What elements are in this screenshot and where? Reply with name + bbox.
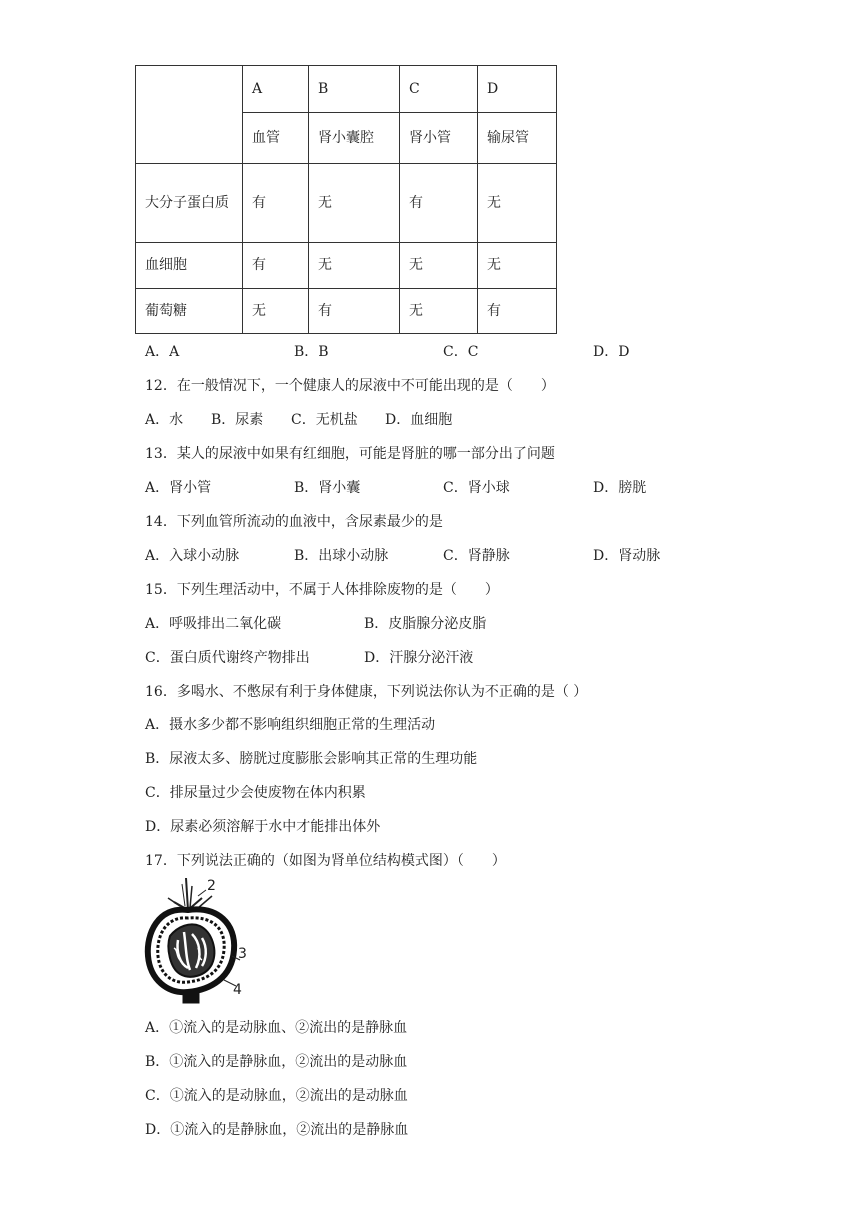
figure-label-4: 4	[233, 982, 242, 998]
q12-stem: 12．在一般情况下，一个健康人的尿液中不可能出现的是（ ）	[145, 378, 555, 394]
option-c: C．C	[443, 344, 479, 360]
table-row	[136, 164, 557, 243]
q11-table	[135, 65, 557, 334]
q16-stem: 16．多喝水、不憋尿有利于身体健康，下列说法你认为不正确的是（ ）	[145, 684, 588, 700]
table-header-letter: A	[243, 66, 309, 113]
option-b: B．皮脂腺分泌皮脂	[364, 616, 487, 632]
table-cell: 有	[400, 164, 478, 243]
table-header-name: 血管	[243, 113, 309, 164]
option-d: D．膀胱	[593, 480, 647, 496]
figure-label-2: 2	[207, 878, 216, 894]
option-d: D．血细胞	[385, 412, 453, 428]
option-c: C．①流入的是动脉血，②流出的是动脉血	[145, 1088, 408, 1104]
table-header-name: 输尿管	[478, 113, 557, 164]
option-a: A．水	[145, 412, 184, 428]
table-header-letter: D	[478, 66, 557, 113]
row-label: 血细胞	[136, 243, 243, 289]
option-a: A．①流入的是动脉血、②流出的是静脉血	[145, 1020, 408, 1036]
table-cell: 无	[309, 164, 400, 243]
option-d: D．汗腺分泌汗液	[364, 650, 474, 666]
table-cell: 无	[400, 289, 478, 334]
table-row	[136, 289, 557, 334]
table-row	[136, 243, 557, 289]
table-cell: 有	[243, 243, 309, 289]
table-cell: 有	[243, 164, 309, 243]
row-label: 葡萄糖	[136, 289, 243, 334]
option-b: B．肾小囊	[294, 480, 361, 496]
option-c: C．肾静脉	[443, 548, 510, 564]
option-d: D．尿素必须溶解于水中才能排出体外	[145, 819, 381, 835]
option-a: A．A	[145, 344, 180, 360]
option-a: A．呼吸排出二氧化碳	[145, 616, 282, 632]
row-label: 大分子蛋白质	[136, 164, 243, 243]
table-cell: 无	[478, 243, 557, 289]
q14-stem: 14．下列血管所流动的血液中，含尿素最少的是	[145, 514, 443, 530]
option-a: A．入球小动脉	[145, 548, 240, 564]
option-b: B．①流入的是静脉血，②流出的是动脉血	[145, 1054, 408, 1070]
option-a: A．肾小管	[145, 480, 212, 496]
option-c: C．无机盐	[291, 412, 358, 428]
table-cell: 无	[243, 289, 309, 334]
nephron-diagram	[140, 876, 252, 1006]
option-b: B．出球小动脉	[294, 548, 389, 564]
option-c: C．排尿量过少会使废物在体内积累	[145, 785, 366, 801]
table-corner-cell	[136, 66, 243, 164]
q15-stem: 15．下列生理活动中，不属于人体排除废物的是（ ）	[145, 582, 499, 598]
option-d: D．①流入的是静脉血，②流出的是静脉血	[145, 1122, 409, 1138]
table-cell: 无	[400, 243, 478, 289]
table-cell: 有	[309, 289, 400, 334]
option-c: C．蛋白质代谢终产物排出	[145, 650, 310, 666]
table-header-letter: B	[309, 66, 400, 113]
q13-stem: 13．某人的尿液中如果有红细胞，可能是肾脏的哪一部分出了问题	[145, 446, 555, 462]
table-header-name: 肾小囊腔	[309, 113, 400, 164]
table-cell: 有	[478, 289, 557, 334]
option-d: D．D	[593, 344, 630, 360]
table-cell: 无	[478, 164, 557, 243]
figure-label-3: 3	[238, 946, 247, 962]
option-c: C．肾小球	[443, 480, 510, 496]
q17-stem: 17．下列说法正确的（如图为肾单位结构模式图）（ ）	[145, 853, 506, 869]
option-b: B．B	[294, 344, 329, 360]
table-cell: 无	[309, 243, 400, 289]
table-header-letter: C	[400, 66, 478, 113]
option-a: A．摄水多少都不影响组织细胞正常的生理活动	[145, 717, 436, 733]
option-b: B．尿素	[211, 412, 264, 428]
option-d: D．肾动脉	[593, 548, 661, 564]
table-header-name: 肾小管	[400, 113, 478, 164]
option-b: B．尿液太多、膀胱过度膨胀会影响其正常的生理功能	[145, 751, 478, 767]
